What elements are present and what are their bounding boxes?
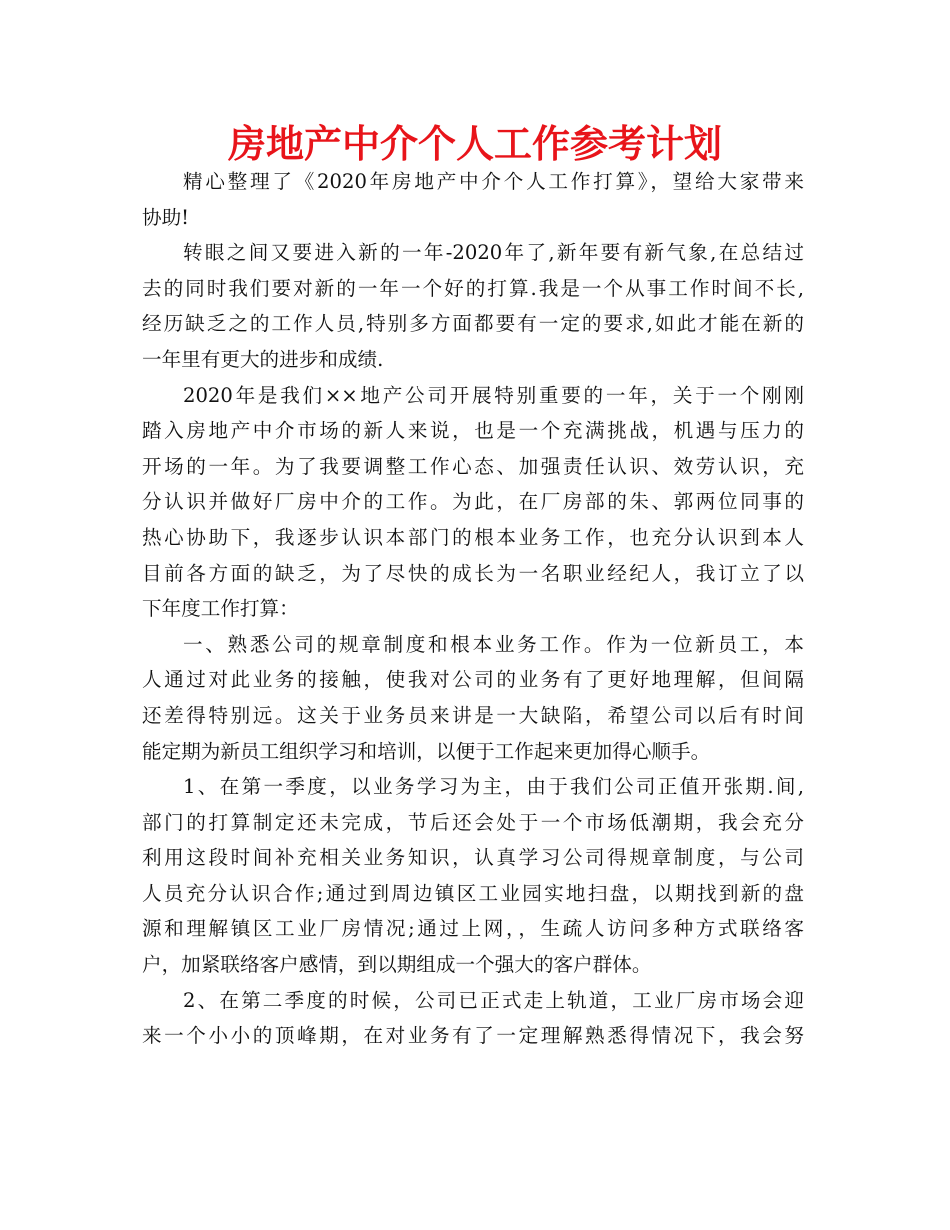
paragraph-line: 还差得特别远。这关于业务员来讲是一大缺陷，希望公司以后有时间 (142, 703, 804, 727)
paragraph-line: 目前各方面的缺乏，为了尽快的成长为一名职业经纪人，我订立了以 (142, 561, 804, 585)
paragraph-line: 人通过对此业务的接触，使我对公司的业务有了更好地理解，但间隔 (142, 668, 804, 692)
paragraph-line: 户，加紧联络客户感情，到以期组成一个强大的客户群体。 (142, 953, 652, 977)
paragraph-line: 部门的打算制定还未完成，节后还会处于一个市场低潮期，我会充分 (142, 810, 804, 834)
paragraph-line: 能定期为新员工组织学习和培训，以便于工作起来更加得心顺手。 (142, 739, 711, 763)
paragraph-line: 利用这段时间补充相关业务知识，认真学习公司得规章制度，与公司 (142, 846, 804, 870)
paragraph-line: 一年里有更大的进步和成绩. (142, 347, 384, 371)
paragraph-line: 精心整理了《2020年房地产中介个人工作打算》，望给大家带来 (183, 170, 804, 193)
paragraph-line: 踏入房地产中介市场的新人来说，也是一个充满挑战，机遇与压力的 (142, 419, 804, 443)
paragraph-line: 下年度工作打算： (142, 597, 299, 621)
paragraph-line: 2、在第二季度的时候，公司已正式走上轨道，工业厂房市场会迎 (183, 988, 804, 1012)
paragraph-line: 转眼之间又要进入新的一年-2020年了,新年要有新气象,在总结过 (183, 241, 804, 265)
document-title: 房地产中介个人工作参考计划 (227, 121, 722, 166)
paragraph-line: 源和理解镇区工业厂房情况;通过上网，，生疏人访问多种方式联络客 (142, 917, 804, 941)
paragraph-line: 来一个小小的顶峰期，在对业务有了一定理解熟悉得情况下，我会努 (142, 1024, 804, 1048)
paragraph-line: 协助! (142, 205, 190, 229)
paragraph-line: 一、熟悉公司的规章制度和根本业务工作。作为一位新员工，本 (183, 632, 804, 656)
paragraph-line: 开场的一年。为了我要调整工作心态、加强责任认识、效劳认识，充 (142, 454, 804, 478)
paragraph-line: 去的同时我们要对新的一年一个好的打算.我是一个从事工作时间不长, (142, 276, 804, 300)
paragraph-line: 经历缺乏之的工作人员,特别多方面都要有一定的要求,如此才能在新的 (142, 312, 804, 336)
paragraph-line: 1、在第一季度，以业务学习为主，由于我们公司正值开张期.间, (183, 775, 804, 799)
paragraph-line: 2020年是我们××地产公司开展特别重要的一年，关于一个刚刚 (183, 383, 804, 407)
paragraph-line: 热心协助下，我逐步认识本部门的根本业务工作，也充分认识到本人 (142, 525, 804, 549)
document-body (142, 164, 804, 1054)
paragraph-line: 分认识并做好厂房中介的工作。为此，在厂房部的朱、郭两位同事的 (142, 490, 804, 514)
paragraph-line: 人员充分认识合作;通过到周边镇区工业园实地扫盘，以期找到新的盘 (142, 881, 804, 905)
